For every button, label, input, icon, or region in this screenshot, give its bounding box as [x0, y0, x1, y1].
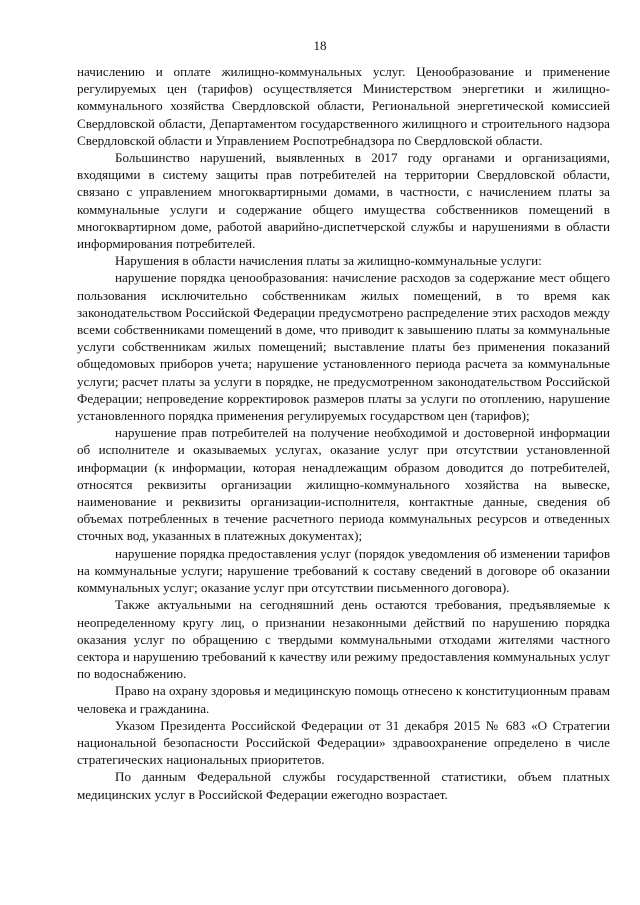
paragraph-service-order-violations: нарушение порядка предоставления услуг (порядок уведомления об изменении тарифов на коммунальные услуги; нарушение требований к составу сведений в договоре об оказании коммунальных услуг; оказание услуг при отсутствии письменного договора).: [77, 545, 610, 596]
paragraph-information-rights-violations: нарушение прав потребителей на получение необходимой и достоверной информации об исполнителе и оказываемых услугах, оказание услуг при отсутствии установленной информации (к информации, которая ненадлежащим образом доводится до потребителей, относятся реквизиты организации жилищно-коммунального хозяйства на вывеске, наименование и реквизиты организации-исполнителя, контактные данные, сведения об объемах потребленных в течение расчетного периода коммунальных ресурсов и отведенных сточных вод, указанных в платежных документах);: [77, 425, 610, 544]
paragraph-continuation: начислению и оплате жилищно-коммунальных услуг. Ценообразование и применение регулируемых цен (тарифов) осуществляется Министерством энергетики и жилищно-коммунального хозяйства Свердловской области, Региональной энергетической комиссией Свердловской области, Департаментом государственного жилищного и строительного надзора Свердловской области и Управлением Роспотребнадзора по Свердловской области.: [77, 64, 610, 148]
paragraph-pricing-violations: нарушение порядка ценообразования: начисление расходов за содержание мест общего пользования исключительно собственникам жилых помещений, в то время как законодательством Российской Федерации предусмотрено распределение этих расходов между всеми собственниками помещений в доме, что приводит к завышению платы за коммунальные услуги собственникам жилых помещений; выставление платы без применения показаний общедомовых приборов учета; нарушение установленного периода расчета за коммунальные услуги; расчет платы за услуги в порядке, не предусмотренном законодательством Российской Федерации; непроведение корректировок размеров платы за услуги по отоплению, нарушение установленного порядка применения регулируемых государством цен (тарифов);: [77, 270, 610, 424]
document-body: [77, 63, 610, 803]
paragraph-waste-and-water-requirements: Также актуальными на сегодняшний день остаются требования, предъявляемые к неопределенному кругу лиц, о признании незаконными действий по нарушению порядка оказания услуг по обращению с твердыми коммунальными отходами жителями частного сектора и нарушению требований к качеству или режиму предоставления коммунальных услуг по водоснабжению.: [77, 597, 610, 682]
paragraph-health-rights: Право на охрану здоровья и медицинскую помощь отнесено к конституционным правам человека и гражданина.: [77, 683, 610, 716]
paragraph-billing-violations-heading: Нарушения в области начисления платы за жилищно-коммунальные услуги:: [115, 253, 542, 269]
paragraph-medical-services-statistics: По данным Федеральной службы государственной статистики, объем платных медицинских услуг в Российской Федерации ежегодно возрастает.: [77, 769, 610, 802]
page-number: 18: [313, 38, 327, 53]
paragraph-violations-overview: Большинство нарушений, выявленных в 2017 году органами и организациями, входящими в систему защиты прав потребителей на территории Свердловской области, связано с управлением многоквартирными домами, в частности, с начислением платы за коммунальные услуги и содержание общего имущества собственников помещений в многоквартирном доме, работой аварийно-диспетчерской службы и нарушениями в области информирования потребителей.: [77, 150, 610, 252]
paragraph-presidential-decree: Указом Президента Российской Федерации от 31 декабря 2015 № 683 «О Стратегии национальной безопасности Российской Федерации» здравоохранение определено в числе стратегических национальных приоритетов.: [77, 717, 610, 768]
